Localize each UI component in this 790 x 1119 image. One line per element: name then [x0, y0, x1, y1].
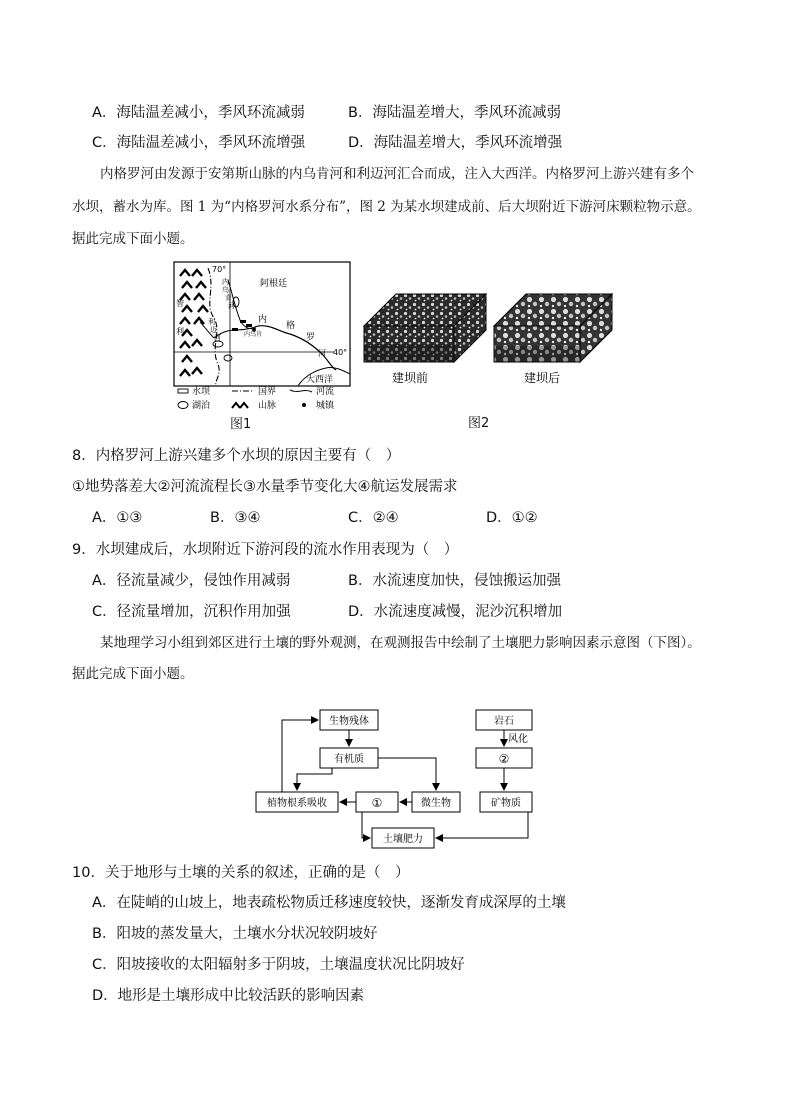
label-neuquen-2: 乌	[222, 286, 229, 294]
map-legend	[178, 385, 335, 411]
soil-fertility-flowchart	[252, 700, 542, 852]
q7-option-c: C．海陆温差减小，季风环流增强	[92, 135, 306, 151]
label-limay-3: 河	[214, 334, 221, 342]
legend-lake: 湖泊	[192, 401, 211, 411]
legend-mountain-icon	[232, 403, 248, 408]
q9-stem: 9．水坝建成后，水坝附近下游河段的流水作用表现为（ ）	[72, 542, 459, 558]
label-argentina: 阿根廷	[260, 279, 288, 289]
text-fertility: 土壤肥力	[383, 834, 423, 845]
passage1-line1: 内格罗河由发源于安第斯山脉的内乌肯河和利迈河汇合而成，注入大西洋。内格罗河上游兴建有多个	[100, 166, 694, 182]
label-negro-3: 罗	[306, 333, 316, 343]
dam-3	[246, 324, 252, 327]
q8-option-d: D．①②	[486, 510, 538, 526]
label-after: 建坝后	[524, 371, 561, 385]
label-negro-1: 内	[258, 315, 268, 325]
dam-1	[240, 320, 246, 323]
legend-river: 河流	[316, 387, 335, 397]
q8-stem: 8．内格罗河上游兴建多个水坝的原因主要有（ ）	[72, 448, 401, 464]
q8-statements: ①地势落差大②河流流程长③水量季节变化大④航运发展需求	[72, 479, 458, 495]
legend-river-icon	[290, 390, 312, 392]
label-70: 70°	[212, 265, 227, 274]
label-city: 内乌肯	[244, 331, 263, 338]
q10-option-b: B．阳坡的蒸发量大，土壤水分状况较阴坡好	[92, 926, 378, 942]
text-microbe: 微生物	[421, 798, 451, 809]
q10-stem: 10．关于地形与土壤的关系的叙述，正确的是（ ）	[72, 865, 410, 881]
label-negro-4: 河	[318, 349, 326, 358]
text-weathering: 风化	[508, 734, 528, 745]
legend-border: 国界	[258, 387, 277, 397]
figure1-caption: 图1	[230, 417, 252, 432]
figure2-blocks	[358, 284, 618, 396]
label-40: 40°	[333, 348, 348, 357]
q10-option-a: A．在陡峭的山坡上，地表疏松物质迁移速度较快，逐渐发育成深厚的土壤	[92, 895, 566, 911]
figure2-caption: 图2	[468, 416, 490, 431]
passage1-line3: 据此完成下面小题。	[72, 231, 194, 247]
legend-town: 城镇	[316, 401, 335, 411]
q10-option-d: D．地形是土壤形成中比较活跃的影响因素	[92, 988, 365, 1004]
label-limay-2: 迈	[210, 326, 217, 334]
passage2-line1: 某地理学习小组到郊区进行土壤的野外观测，在观测报告中绘制了土壤肥力影响因素示意图（下图）。	[100, 635, 701, 651]
label-limay-1: 利	[208, 318, 215, 326]
text-plant-absorb: 植物根系吸收	[267, 798, 327, 809]
text-blank1: ①	[371, 796, 383, 810]
label-chile-1: 智	[176, 299, 184, 308]
legend-dam-icon	[178, 389, 188, 393]
label-before: 建坝前	[392, 371, 429, 385]
q8-option-c: C．②④	[348, 510, 399, 526]
label-neuquen-1: 内	[222, 278, 229, 286]
passage1-line2: 水坝，蓄水为库。图 1 为“内格罗河水系分布”，图 2 为某水坝建成前、后大坝附近下游河床颗粒物示意。	[72, 199, 701, 215]
legend-mountain: 山脉	[258, 401, 277, 411]
legend-lake-icon	[178, 402, 188, 409]
text-blank2: ②	[498, 752, 510, 766]
q9-option-c: C．径流量增加，沉积作用加强	[92, 604, 291, 620]
legend-town-icon	[302, 403, 306, 407]
label-negro-2: 格	[286, 321, 296, 331]
text-bio-remains: 生物残体	[329, 716, 369, 727]
legend-dam: 水坝	[192, 387, 211, 397]
q7-option-a: A．海陆温差减小，季风环流减弱	[92, 105, 305, 121]
label-atlantic: 大西洋	[306, 375, 334, 385]
q10-option-c: C．阳坡接收的太阳辐射多于阴坡，土壤温度状况比阴坡好	[92, 957, 465, 973]
block-after	[494, 294, 612, 362]
q9-option-d: D．水流速度减慢，泥沙沉积增加	[348, 604, 563, 620]
q7-option-b: B．海陆温差增大，季风环流减弱	[348, 105, 561, 121]
label-chile-2: 利	[176, 327, 184, 336]
dam-2	[232, 328, 238, 331]
block-before	[364, 294, 486, 362]
q7-option-d: D．海陆温差增大，季风环流增强	[348, 135, 563, 151]
text-mineral: 矿物质	[491, 798, 521, 809]
q8-option-a: A．①③	[92, 510, 143, 526]
q9-option-b: B．水流速度加快，侵蚀搬运加强	[348, 573, 561, 589]
label-neuquen-4: 河	[228, 302, 235, 310]
passage2-line2: 据此完成下面小题。	[72, 666, 194, 682]
figure1-map	[170, 258, 362, 416]
text-organic: 有机质	[334, 754, 364, 765]
label-neuquen-3: 肯	[225, 294, 232, 302]
text-rock: 岩石	[494, 716, 514, 727]
q9-option-a: A．径流量减少，侵蚀作用减弱	[92, 573, 291, 589]
q8-option-b: B．③④	[210, 510, 261, 526]
